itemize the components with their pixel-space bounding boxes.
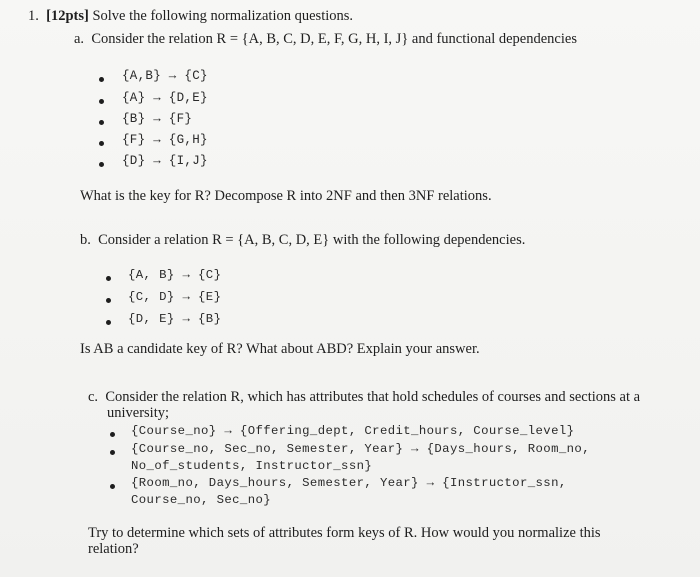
part-b-intro-line (80, 232, 525, 249)
question-title: Solve the following normalization questions. (92, 8, 354, 24)
part-c-intro: Consider the relation R, which has attributes that hold schedules of courses and sections at a (105, 389, 641, 405)
part-a-label: a. (74, 31, 85, 47)
part-c-task-continued: relation? (88, 541, 139, 557)
question-heading (28, 8, 353, 25)
part-a-dependency-5: {D} → {I,J} (122, 154, 208, 168)
part-c-dependency-2-continued: No_of_students, Instructor_ssn} (131, 459, 373, 473)
part-c-intro-continued: university; (107, 405, 170, 421)
part-b-dependency-2: {C, D} → {E} (128, 290, 222, 304)
bullet-icon (99, 162, 104, 167)
bullet-icon (110, 432, 115, 437)
bullet-icon (106, 276, 111, 281)
bullet-icon (110, 450, 115, 455)
part-c-dependency-3-continued: Course_no, Sec_no} (131, 493, 272, 507)
part-a-dependency-1: {A,B} → {C} (122, 69, 208, 83)
part-c-intro-line (88, 389, 640, 406)
part-a-task: What is the key for R? Decompose R into 2NF and then 3NF relations. (80, 188, 492, 204)
bullet-icon (106, 298, 111, 303)
part-b-label: b. (80, 232, 91, 248)
part-a-dependency-4: {F} → {G,H} (122, 133, 208, 147)
part-b-dependency-1: {A, B} → {C} (128, 268, 222, 282)
part-c-dependency-3: {Room_no, Days_hours, Semester, Year} → {Instructor_ssn, (131, 476, 567, 490)
part-b-intro: Consider a relation R = {A, B, C, D, E} with the following dependencies. (98, 232, 526, 248)
part-a-dependency-2: {A} → {D,E} (122, 91, 208, 105)
part-b-dependency-3: {D, E} → {B} (128, 312, 222, 326)
part-a-dependency-3: {B} → {F} (122, 112, 193, 126)
question-number: 1. (28, 8, 39, 24)
part-a-intro-line (74, 31, 577, 48)
question-points: [12pts] (46, 8, 89, 24)
bullet-icon (99, 77, 104, 82)
bullet-icon (110, 484, 115, 489)
bullet-icon (99, 141, 104, 146)
bullet-icon (106, 320, 111, 325)
part-c-label: c. (88, 389, 99, 405)
part-c-dependency-2: {Course_no, Sec_no, Semester, Year} → {Days_hours, Room_no, (131, 442, 590, 456)
part-c-task: Try to determine which sets of attributes form keys of R. How would you normalize this (88, 525, 601, 541)
bullet-icon (99, 120, 104, 125)
part-a-intro: Consider the relation R = {A, B, C, D, E, F, G, H, I, J} and functional dependencies (91, 31, 577, 47)
part-b-task: Is AB a candidate key of R? What about ABD? Explain your answer. (80, 341, 480, 357)
part-c-dependency-1: {Course_no} → {Offering_dept, Credit_hours, Course_level} (131, 424, 575, 438)
bullet-icon (99, 99, 104, 104)
